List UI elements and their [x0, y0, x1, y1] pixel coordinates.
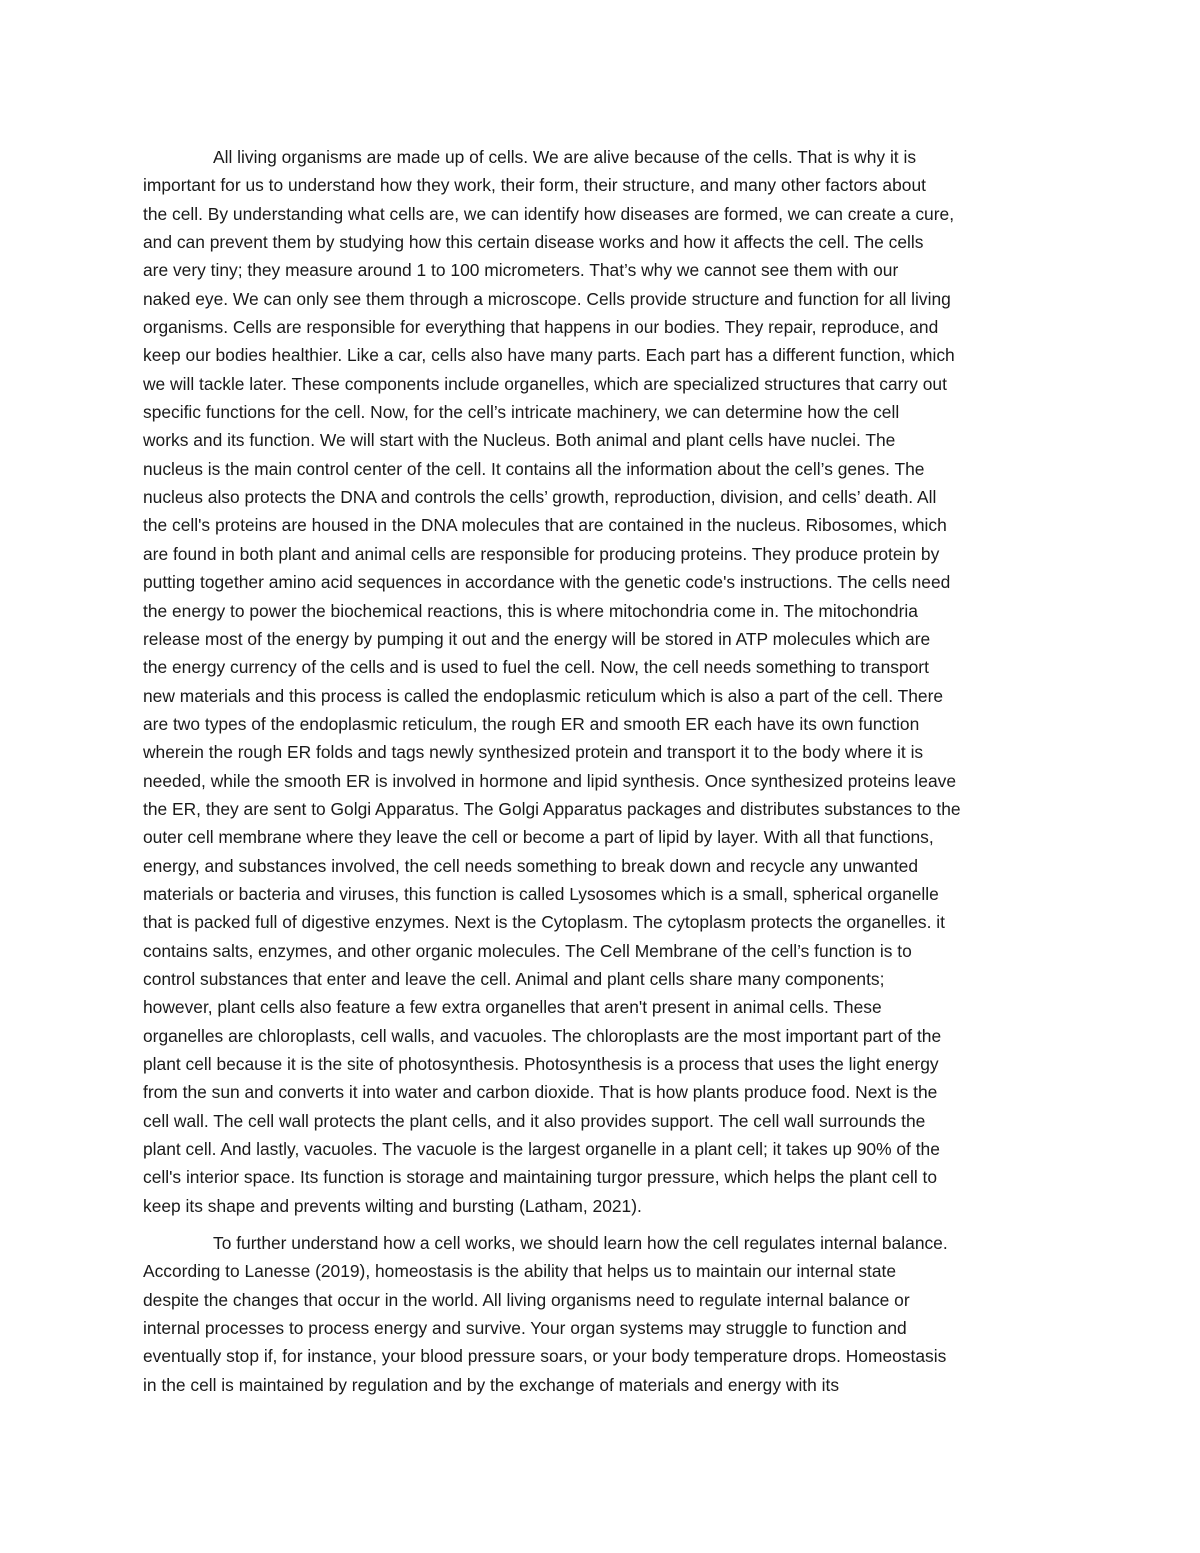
- paragraph-line: needed, while the smooth ER is involved in hormone and lipid synthesis. Once synthesized proteins leave: [143, 770, 956, 791]
- paragraph-line: the cell's proteins are housed in the DNA molecules that are contained in the nucleus. Ribosomes, which: [143, 515, 947, 536]
- paragraph-line: the ER, they are sent to Golgi Apparatus. The Golgi Apparatus packages and distributes substances to the: [143, 798, 961, 819]
- paragraph-line: however, plant cells also feature a few extra organelles that aren't present in animal cells. These: [143, 997, 882, 1018]
- paragraph-line: are found in both plant and animal cells are responsible for producing proteins. They produce protein by: [143, 543, 940, 564]
- paragraph-line: All living organisms are made up of cells. We are alive because of the cells. That is why it is: [213, 147, 917, 167]
- paragraph-line: materials or bacteria and viruses, this function is called Lysosomes which is a small, spherical organelle: [143, 883, 939, 904]
- paragraph-line: naked eye. We can only see them through a microscope. Cells provide structure and function for all living: [143, 288, 951, 309]
- paragraph-line: the cell. By understanding what cells are, we can identify how diseases are formed, we can create a cure,: [143, 203, 955, 224]
- paragraph-line: release most of the energy by pumping it out and the energy will be stored in ATP molecules which are: [143, 628, 931, 649]
- paragraph-line: works and its function. We will start with the Nucleus. Both animal and plant cells have nuclei. The: [143, 430, 896, 451]
- paragraph-line: from the sun and converts it into water and carbon dioxide. That is how plants produce food. Next is the: [143, 1082, 938, 1103]
- paragraph-line: control substances that enter and leave the cell. Animal and plant cells share many components;: [143, 968, 885, 989]
- paragraph-line: eventually stop if, for instance, your blood pressure soars, or your body temperature drops. Homeostasis: [143, 1346, 947, 1367]
- paragraph-line: plant cell because it is the site of photosynthesis. Photosynthesis is a process that uses the light energy: [143, 1054, 939, 1074]
- paragraph-line: are very tiny; they measure around 1 to 100 micrometers. That’s why we cannot see them with our: [143, 260, 899, 281]
- paragraph-line: According to Lanesse (2019), homeostasis is the ability that helps us to maintain our internal state: [143, 1261, 897, 1282]
- paragraph-2: [143, 1229, 1059, 1399]
- paragraph-line: cell wall. The cell wall protects the plant cells, and it also provides support. The cell wall surrounds the: [143, 1110, 926, 1131]
- paragraph-line: the energy to power the biochemical reactions, this is where mitochondria come in. The mitochondria: [143, 600, 918, 621]
- paragraph-line: putting together amino acid sequences in accordance with the genetic code's instructions. The cells need: [143, 572, 951, 593]
- paragraph-line: contains salts, enzymes, and other organic molecules. The Cell Membrane of the cell’s function is to: [143, 940, 912, 961]
- paragraph-line: plant cell. And lastly, vacuoles. The vacuole is the largest organelle in a plant cell; it takes up 90% of the: [143, 1139, 940, 1160]
- paragraph-line: energy, and substances involved, the cell needs something to break down and recycle any unwanted: [143, 855, 919, 876]
- paragraph-line: new materials and this process is called the endoplasmic reticulum which is also a part of the cell. There: [143, 685, 944, 706]
- paragraph-line: To further understand how a cell works, we should learn how the cell regulates internal balance.: [213, 1233, 948, 1254]
- document-body: [143, 143, 1059, 1399]
- paragraph-line: despite the changes that occur in the world. All living organisms need to regulate internal balance or: [143, 1289, 910, 1310]
- paragraph-line: the energy currency of the cells and is used to fuel the cell. Now, the cell needs something to transport: [143, 657, 929, 678]
- paragraph-line: are two types of the endoplasmic reticulum, the rough ER and smooth ER each have its own function: [143, 713, 920, 734]
- paragraph-line: in the cell is maintained by regulation and by the exchange of materials and energy with its: [143, 1374, 840, 1395]
- paragraph-line: outer cell membrane where they leave the cell or become a part of lipid by layer. With all that functions,: [143, 827, 934, 848]
- paragraph-line: that is packed full of digestive enzymes. Next is the Cytoplasm. The cytoplasm protects the organelles. it: [143, 912, 945, 933]
- paragraph-line: organelles are chloroplasts, cell walls, and vacuoles. The chloroplasts are the most important part of the: [143, 1025, 942, 1046]
- paragraph-line: keep its shape and prevents wilting and bursting (Latham, 2021).: [143, 1195, 642, 1216]
- paragraph-line: internal processes to process energy and survive. Your organ systems may struggle to function and: [143, 1318, 907, 1339]
- paragraph-line: wherein the rough ER folds and tags newly synthesized protein and transport it to the body where it is: [143, 742, 924, 763]
- paragraph-line: nucleus also protects the DNA and controls the cells’ growth, reproduction, division, and cells’ death. All: [143, 487, 937, 508]
- paragraph-line: organisms. Cells are responsible for everything that happens in our bodies. They repair, reproduce, and: [143, 317, 939, 338]
- paragraph-1: [143, 143, 1059, 1220]
- paragraph-spacer: [143, 1220, 1059, 1229]
- paragraph-line: nucleus is the main control center of the cell. It contains all the information about the cell’s genes. The: [143, 458, 925, 479]
- paragraph-line: keep our bodies healthier. Like a car, cells also have many parts. Each part has a different function, which: [143, 345, 955, 366]
- paragraph-line: and can prevent them by studying how this certain disease works and how it affects the cell. The cells: [143, 232, 924, 253]
- paragraph-line: we will tackle later. These components include organelles, which are specialized structures that carry out: [143, 373, 947, 394]
- paragraph-line: cell's interior space. Its function is storage and maintaining turgor pressure, which helps the plant cell to: [143, 1167, 938, 1188]
- paragraph-line: important for us to understand how they work, their form, their structure, and many other factors about: [143, 175, 926, 196]
- paragraph-line: specific functions for the cell. Now, for the cell’s intricate machinery, we can determine how the cell: [143, 402, 900, 423]
